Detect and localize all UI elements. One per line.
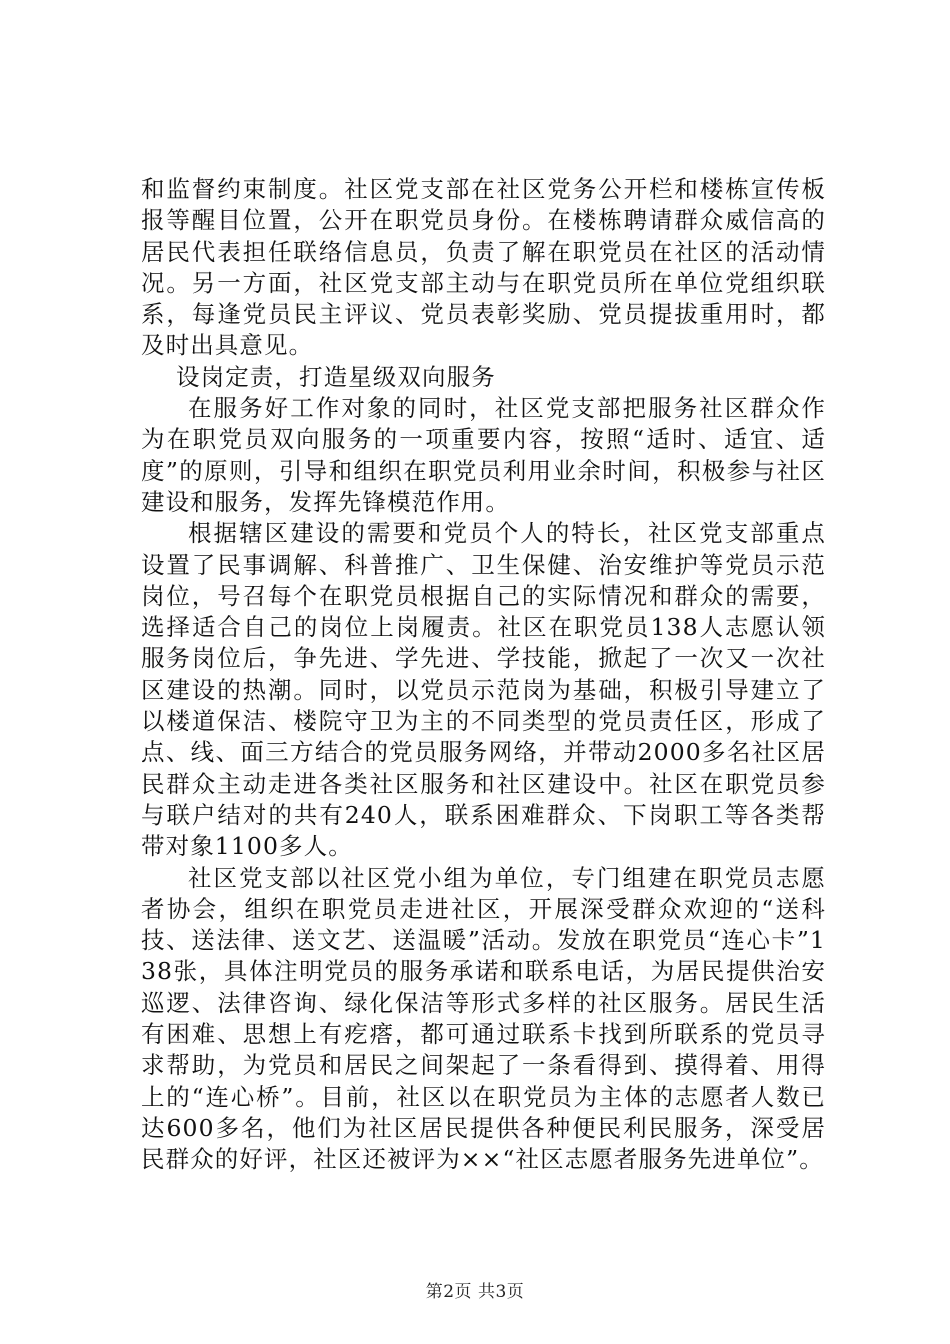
document-body	[141, 174, 826, 1176]
page-number-footer: 第2页 共3页	[425, 1282, 525, 1302]
paragraph: 社区党支部以社区党小组为单位，专门组建在职党员志愿者协会，组织在职党员走进社区，开展深受群众欢迎的“送科技、送法律、送文艺、送温暖”活动。发放在职党员“连心卡”138张，具体注明党员的服务承诺和联系电话，为居民提供治安巡逻、法律咨询、绿化保洁等形式多样的社区服务。居民生活有困难、思想上有疙瘩，都可通过联系卡找到所联系的党员寻求帮助，为党员和居民之间架起了一条看得到、摸得着、用得上的“连心桥”。目前，社区以在职党员为主体的志愿者人数已达600多名，他们为社区居民提供各种便民利民服务，深受居民群众的好评，社区还被评为××“社区志愿者服务先进单位”。	[141, 863, 826, 1174]
section-heading: 设岗定责，打造星级双向服务	[176, 362, 496, 391]
paragraph-continuation: 和监督约束制度。社区党支部在社区党务公开栏和楼栋宣传板报等醒目位置，公开在职党员身份。在楼栋聘请群众威信高的居民代表担任联络信息员，负责了解在职党员在社区的活动情况。另一方面，社区党支部主动与在职党员所在单位党组织联系，每逢党员民主评议、党员表彰奖励、党员提拔重用时，都及时出具意见。	[141, 175, 826, 360]
paragraph: 根据辖区建设的需要和党员个人的特长，社区党支部重点设置了民事调解、科普推广、卫生保健、治安维护等党员示范岗位，号召每个在职党员根据自己的实际情况和群众的需要，选择适合自己的岗位上岗履责。社区在职党员138人志愿认领服务岗位后，争先进、学先进、学技能，掀起了一次又一次社区建设的热潮。同时，以党员示范岗为基础，积极引导建立了以楼道保洁、楼院守卫为主的不同类型的党员责任区，形成了点、线、面三方结合的党员服务网络，并带动2000多名社区居民群众主动走进各类社区服务和社区建设中。社区在职党员参与联户结对的共有240人，联系困难群众、下岗职工等各类帮带对象1100多人。	[141, 519, 826, 861]
paragraph: 在服务好工作对象的同时，社区党支部把服务社区群众作为在职党员双向服务的一项重要内容，按照“适时、适宜、适度”的原则，引导和组织在职党员利用业余时间，积极参与社区建设和服务，发挥先锋模范作用。	[141, 394, 826, 516]
